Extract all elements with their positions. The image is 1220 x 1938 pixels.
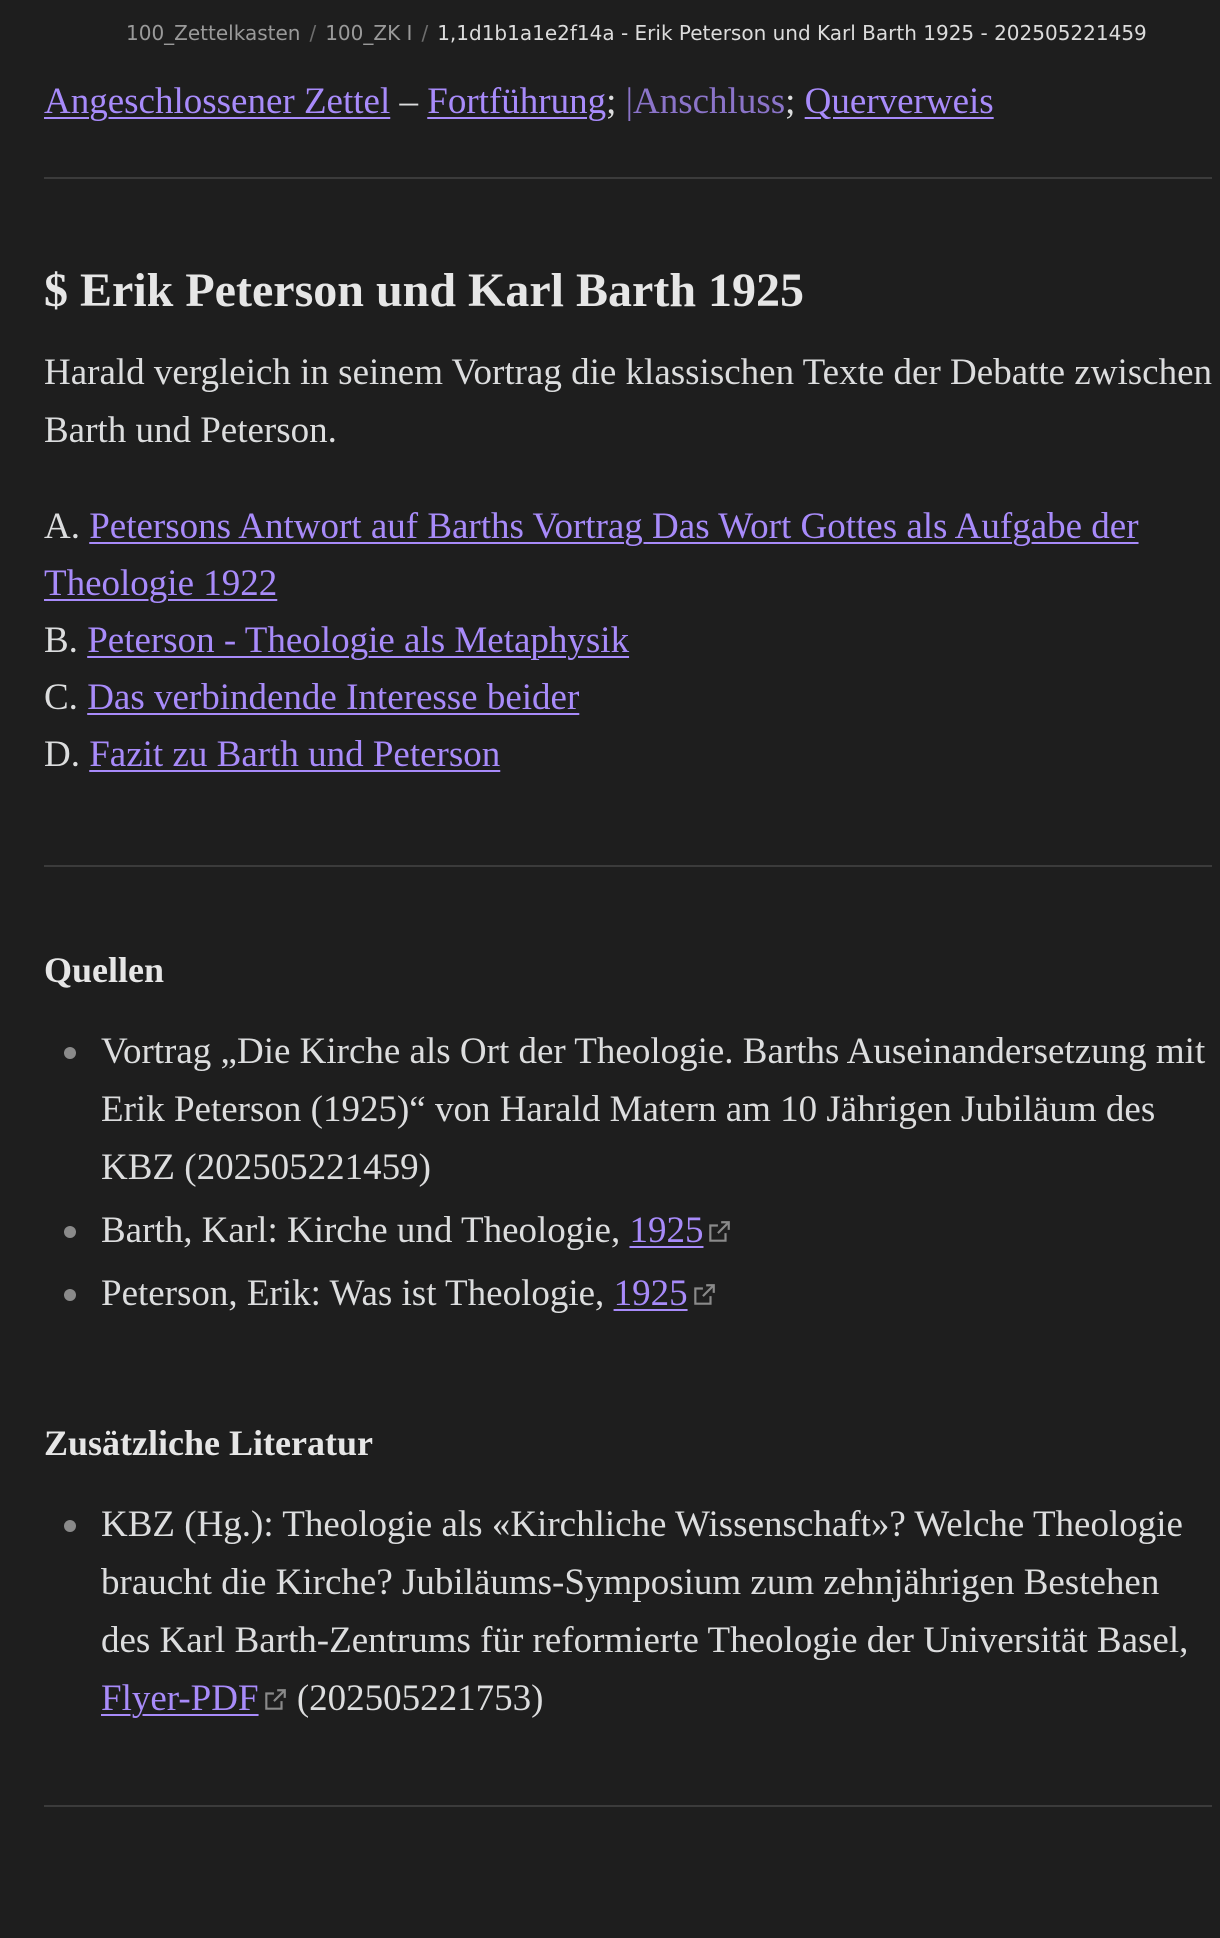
outline-link-a[interactable]: Petersons Antwort auf Barths Vortrag Das Wort Gottes als Aufgabe der Theologie 1922 — [44, 506, 1139, 604]
outline-item — [44, 612, 1212, 669]
literature-list — [44, 1496, 1212, 1728]
bullet-dot — [64, 1047, 76, 1059]
external-link-icon — [262, 1687, 288, 1713]
breadcrumb-current-note[interactable]: 1,1d1b1a1e2f14a - Erik Peterson und Karl Barth 1925 - 202505221459 — [437, 21, 1147, 45]
list-item — [44, 1023, 1212, 1197]
nav-separator: ; — [785, 81, 805, 122]
external-link-icon — [706, 1219, 732, 1245]
literature-heading: Zusätzliche Literatur — [44, 1423, 373, 1463]
intro-paragraph: Harald vergleich in seinem Vortrag die klassischen Texte der Debatte zwischen Barth und Peterson. — [44, 352, 1213, 451]
source-barth-text: Barth, Karl: Kirche und Theologie, — [101, 1210, 630, 1251]
divider — [44, 865, 1212, 867]
list-item — [44, 1202, 1212, 1260]
bullet-dot — [64, 1226, 76, 1238]
divider — [44, 177, 1212, 179]
note-content — [44, 66, 1212, 1807]
bullet-dot — [64, 1520, 76, 1532]
sources-heading: Quellen — [44, 950, 165, 990]
bullet-dot — [64, 1289, 76, 1301]
source-peterson-text: Peterson, Erik: Was ist Theologie, — [101, 1273, 614, 1314]
outline-link-b[interactable]: Peterson - Theologie als Metaphysik — [87, 620, 630, 661]
divider — [44, 1805, 1212, 1807]
breadcrumb-item-zk[interactable]: 100_ZK I — [325, 21, 413, 45]
breadcrumb — [0, 0, 1220, 66]
outline-marker: D. — [44, 734, 90, 775]
outline-marker: B. — [44, 620, 88, 661]
outline-link-d[interactable]: Fazit zu Barth und Peterson — [89, 734, 501, 775]
outline-list — [44, 498, 1212, 783]
breadcrumb-item-zettelkasten[interactable]: 100_Zettelkasten — [126, 21, 301, 45]
nav-separator: ; — [606, 81, 626, 122]
external-link-icon — [691, 1282, 717, 1308]
breadcrumb-separator: / — [421, 21, 429, 45]
link-querverweis[interactable]: Querverweis — [804, 81, 994, 122]
outline-item — [44, 669, 1212, 726]
list-item — [44, 1496, 1212, 1728]
outline-link-c[interactable]: Das verbindende Interesse beider — [87, 677, 580, 718]
source-peterson-link[interactable]: 1925 — [613, 1273, 688, 1314]
literature-suffix: (202505221753) — [287, 1678, 544, 1719]
outline-item — [44, 498, 1212, 612]
list-item — [44, 1265, 1212, 1323]
source-barth-link[interactable]: 1925 — [629, 1210, 704, 1251]
nav-dash: – — [390, 81, 428, 122]
outline-marker: C. — [44, 677, 88, 718]
outline-item — [44, 726, 1212, 783]
note-navigation — [44, 74, 1212, 130]
page-title: $ Erik Peterson und Karl Barth 1925 — [44, 264, 805, 317]
source-lecture-text: Vortrag „Die Kirche als Ort der Theologie. Barths Auseinandersetzung mit Erik Peterson (1925)“ von Harald Matern am 10 Jährigen Jubiläum des KBZ (202505221459) — [101, 1031, 1206, 1188]
sources-list — [44, 1023, 1212, 1323]
link-fortfuehrung[interactable]: Fortführung — [427, 81, 607, 122]
breadcrumb-separator: / — [309, 21, 317, 45]
link-angeschlossener-zettel[interactable]: Angeschlossener Zettel — [44, 81, 391, 122]
link-anschluss[interactable]: |Anschluss — [625, 81, 786, 122]
outline-marker: A. — [44, 506, 90, 547]
literature-text: KBZ (Hg.): Theologie als «Kirchliche Wissenschaft»? Welche Theologie braucht die Kirche? Jubiläums-Symposium zum zehnjährigen Bestehen des Karl Barth-Zentrums für reformierte Theologie der Universität Basel, — [101, 1504, 1189, 1661]
literature-flyer-link[interactable]: Flyer-PDF — [101, 1678, 259, 1719]
